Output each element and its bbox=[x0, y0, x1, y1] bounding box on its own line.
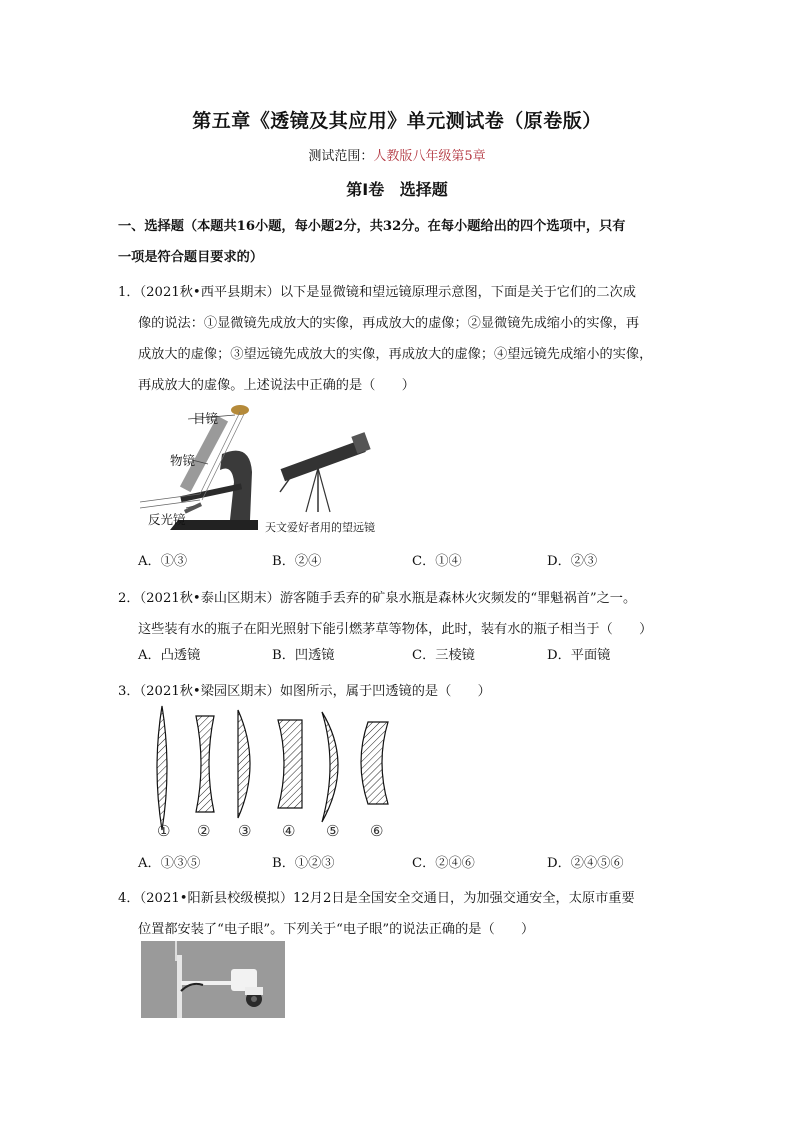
q3-option-b[interactable]: B．①②③ bbox=[272, 856, 335, 871]
q2-option-c[interactable]: C．三棱镜 bbox=[412, 648, 475, 663]
q2-option-a[interactable]: A．凸透镜 bbox=[138, 648, 201, 663]
q1-option-a[interactable]: A．①③ bbox=[138, 554, 188, 569]
label-eyepiece: 目镜 bbox=[193, 411, 219, 426]
q3-option-c[interactable]: C．②④⑥ bbox=[412, 856, 475, 871]
label-objective: 物镜 bbox=[170, 453, 196, 468]
eyepiece-cap bbox=[231, 405, 249, 415]
q1-line-2: 像的说法：①显微镜先成放大的实像，再成放大的虚像；②显微镜先成缩小的实像，再 bbox=[138, 316, 640, 331]
lens-2-biconcave bbox=[196, 716, 214, 812]
lens-3-plano-convex bbox=[238, 710, 250, 818]
label-mirror: 反光镜 bbox=[148, 512, 186, 527]
lens-label-6: ⑥ bbox=[370, 822, 384, 840]
q1-option-c[interactable]: C．①④ bbox=[412, 554, 462, 569]
q2-line-2: 这些装有水的瓶子在阳光照射下能引燃茅草等物体，此时，装有水的瓶子相当于（ ） bbox=[138, 622, 653, 637]
telescope-tube bbox=[281, 440, 366, 482]
lens-label-2: ② bbox=[197, 822, 211, 840]
lens-6-meniscus-concave bbox=[361, 722, 388, 804]
q3-line-1: 3．（2021秋•梁园区期末）如图所示，属于凹透镜的是（ ） bbox=[118, 684, 491, 699]
scope-label: 测试范围： bbox=[308, 149, 374, 164]
q1-option-d[interactable]: D．②③ bbox=[547, 554, 598, 569]
section-instruction-line-2: 一项是符合题目要求的） bbox=[118, 250, 264, 265]
camera-pole bbox=[177, 955, 182, 1018]
q3-option-a[interactable]: A．①③⑤ bbox=[138, 856, 201, 871]
q4-line-2: 位置都安装了“电子眼”。下列关于“电子眼”的说法正确的是（ ） bbox=[138, 922, 535, 937]
q1-option-b[interactable]: B．②④ bbox=[272, 554, 322, 569]
electronic-eye-photo bbox=[141, 941, 285, 1018]
lens-label-1: ① bbox=[157, 822, 171, 840]
q1-line-1: 1．（2021秋•西平县期末）以下是显微镜和望远镜原理示意图，下面是关于它们的二次成 bbox=[118, 285, 636, 300]
page-title: 第五章《透镜及其应用》单元测试卷（原卷版） bbox=[192, 110, 602, 132]
q4-line-1: 4．（2021•阳新县校级模拟）12月2日是全国安全交通日，为加强交通安全，太原市重要 bbox=[118, 891, 635, 906]
q2-option-b[interactable]: B．凹透镜 bbox=[272, 648, 335, 663]
volume-heading: 第Ⅰ卷 选择题 bbox=[346, 180, 448, 199]
label-telescope-caption: 天文爱好者用的望远镜 bbox=[265, 521, 375, 534]
lens-4-plano-concave bbox=[278, 720, 302, 808]
lens-label-4: ④ bbox=[282, 822, 296, 840]
test-scope bbox=[0, 145, 794, 164]
q2-line-1: 2．（2021秋•泰山区期末）游客随手丢弃的矿泉水瓶是森林火灾频发的“罪魁祸首”之一。 bbox=[118, 591, 637, 606]
lens-label-5: ⑤ bbox=[326, 822, 340, 840]
q2-option-d[interactable]: D．平面镜 bbox=[547, 648, 611, 663]
section-instruction-line-1: 一、选择题（本题共16小题，每小题2分，共32分。在每小题给出的四个选项中，只有 bbox=[118, 219, 626, 234]
q1-line-4: 再成放大的虚像。上述说法中正确的是（ ） bbox=[138, 378, 415, 393]
lens-5-meniscus-convex bbox=[322, 712, 338, 822]
q3-option-d[interactable]: D．②④⑤⑥ bbox=[547, 856, 624, 871]
lens-label-3: ③ bbox=[238, 822, 252, 840]
scope-value: 人教版八年级第5章 bbox=[373, 149, 486, 164]
lens-1-biconvex bbox=[157, 706, 167, 830]
q1-line-3: 成放大的虚像；③望远镜先成放大的实像，再成放大的虚像；④望远镜先成缩小的实像， bbox=[138, 347, 653, 362]
